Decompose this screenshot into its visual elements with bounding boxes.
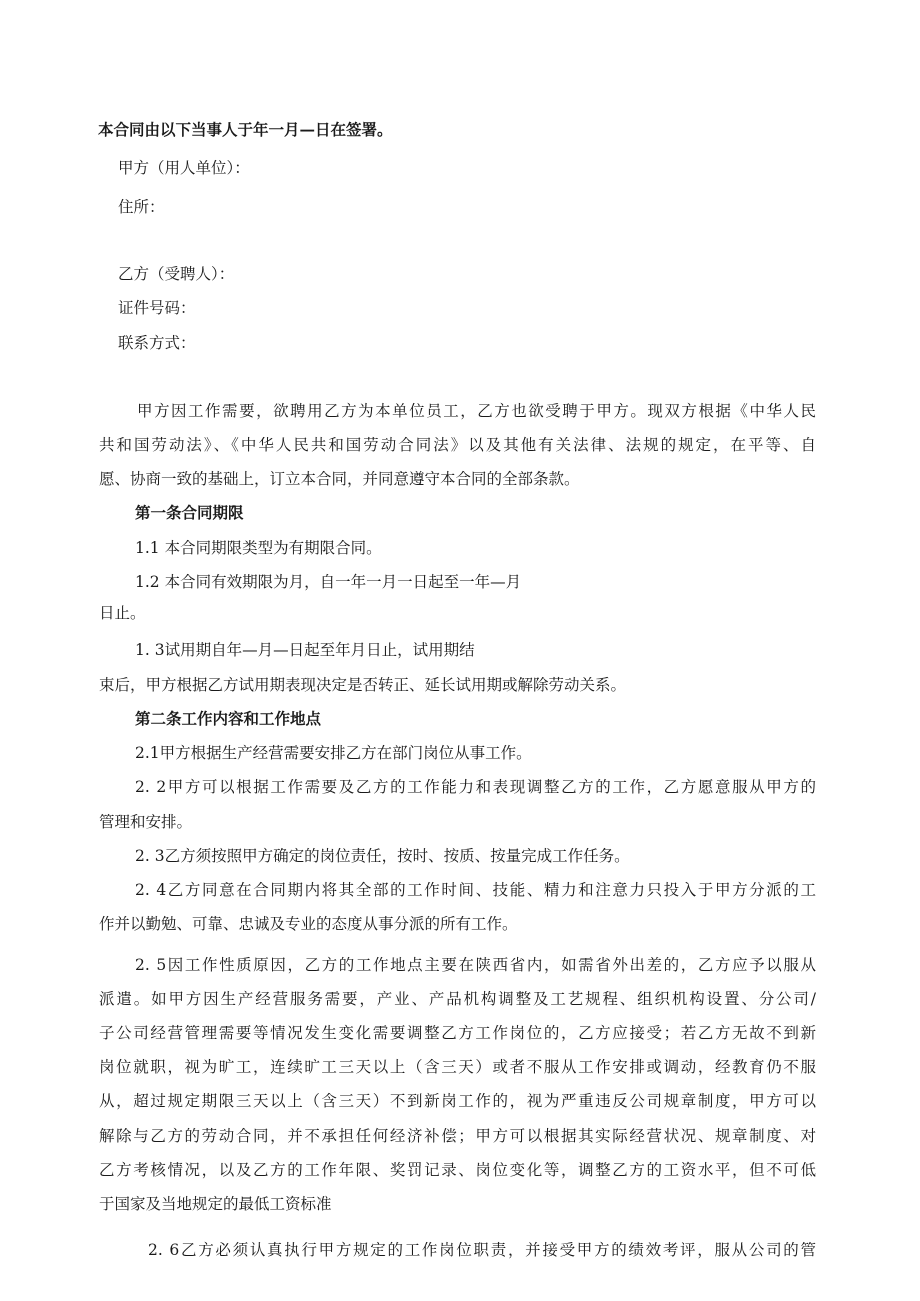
clause-1-3: 1. 3试用期自年—月—日起至年月日止，试用期结 bbox=[135, 641, 475, 659]
clause-2-5-line-7: 乙方考核情况，以及乙方的工作年限、奖罚记录、岗位变化等，调整乙方的工资水平，但不可低 bbox=[99, 1161, 816, 1179]
clause-1-2: 1.2 本合同有效期限为月，自一年一月一日起至一年—月 bbox=[135, 573, 522, 591]
party-b-contact-label: 联系方式： bbox=[118, 334, 196, 352]
contract-intro: 本合同由以下当事人于年一月—日在签署。 bbox=[98, 120, 393, 139]
clause-2-1: 2.1甲方根据生产经营需要安排乙方在部门岗位从事工作。 bbox=[135, 744, 532, 762]
clause-2-5-line-2: 派遣。如甲方因生产经营服务需要，产业、产品机构调整及工艺规程、组织机构设置、分公司/ bbox=[99, 990, 816, 1008]
preamble-line-3: 愿、协商一致的基础上，订立本合同，并同意遵守本合同的全部条款。 bbox=[99, 470, 580, 488]
party-b-name-label: 乙方（受聘人）： bbox=[118, 265, 235, 283]
clause-2-5-line-4: 岗位就职，视为旷工，连续旷工三天以上（含三天）或者不服从工作安排或调动，经教育仍不服 bbox=[99, 1058, 816, 1076]
article-1-title: 第一条合同期限 bbox=[135, 503, 244, 522]
clause-2-5-line-3: 子公司经营管理需要等情况发生变化需要调整乙方工作岗位的，乙方应接受；若乙方无故不到新 bbox=[99, 1024, 816, 1042]
clause-1-2-cont: 日止。 bbox=[99, 604, 146, 622]
party-a-name-label: 甲方（用人单位）： bbox=[118, 159, 250, 177]
preamble-line-2: 共和国劳动法》、《中华人民共和国劳动合同法》以及其他有关法律、法规的规定，在平等、自 bbox=[99, 436, 816, 454]
clause-2-2-cont: 管理和安排。 bbox=[99, 813, 193, 831]
party-b-id-label: 证件号码： bbox=[118, 299, 196, 317]
clause-2-4: 2. 4乙方同意在合同期内将其全部的工作时间、技能、精力和注意力只投入于甲方分派的工 bbox=[135, 881, 816, 899]
clause-2-5-line-1: 2. 5因工作性质原因，乙方的工作地点主要在陕西省内，如需省外出差的，乙方应予以服从 bbox=[135, 956, 816, 974]
clause-2-5-line-8: 于国家及当地规定的最低工资标准 bbox=[99, 1195, 332, 1213]
clause-2-3: 2. 3乙方须按照甲方确定的岗位责任，按时、按质、按量完成工作任务。 bbox=[135, 847, 630, 865]
clause-2-5-line-6: 解除与乙方的劳动合同，并不承担任何经济补偿；甲方可以根据其实际经营状况、规章制度、对 bbox=[99, 1127, 816, 1145]
clause-1-3-cont: 束后，甲方根据乙方试用期表现决定是否转正、延长试用期或解除劳动关系。 bbox=[99, 676, 627, 694]
clause-2-6: 2. 6乙方必须认真执行甲方规定的工作岗位职责，并接受甲方的绩效考评，服从公司的管 bbox=[148, 1241, 816, 1259]
clause-2-4-cont: 作并以勤勉、可靠、忠诚及专业的态度从事分派的所有工作。 bbox=[99, 915, 518, 933]
preamble-line-1: 甲方因工作需要，欲聘用乙方为本单位员工，乙方也欲受聘于甲方。现双方根据《中华人民 bbox=[137, 402, 816, 420]
article-2-title: 第二条工作内容和工作地点 bbox=[135, 709, 322, 728]
party-a-address-label: 住所： bbox=[118, 198, 165, 216]
clause-2-2: 2. 2甲方可以根据工作需要及乙方的工作能力和表现调整乙方的工作，乙方愿意服从甲方的 bbox=[135, 778, 816, 796]
clause-1-1: 1.1 本合同期限类型为有期限合同。 bbox=[135, 539, 382, 557]
clause-2-5-line-5: 从，超过规定期限三天以上（含三天）不到新岗工作的，视为严重违反公司规章制度，甲方可以 bbox=[99, 1092, 816, 1110]
